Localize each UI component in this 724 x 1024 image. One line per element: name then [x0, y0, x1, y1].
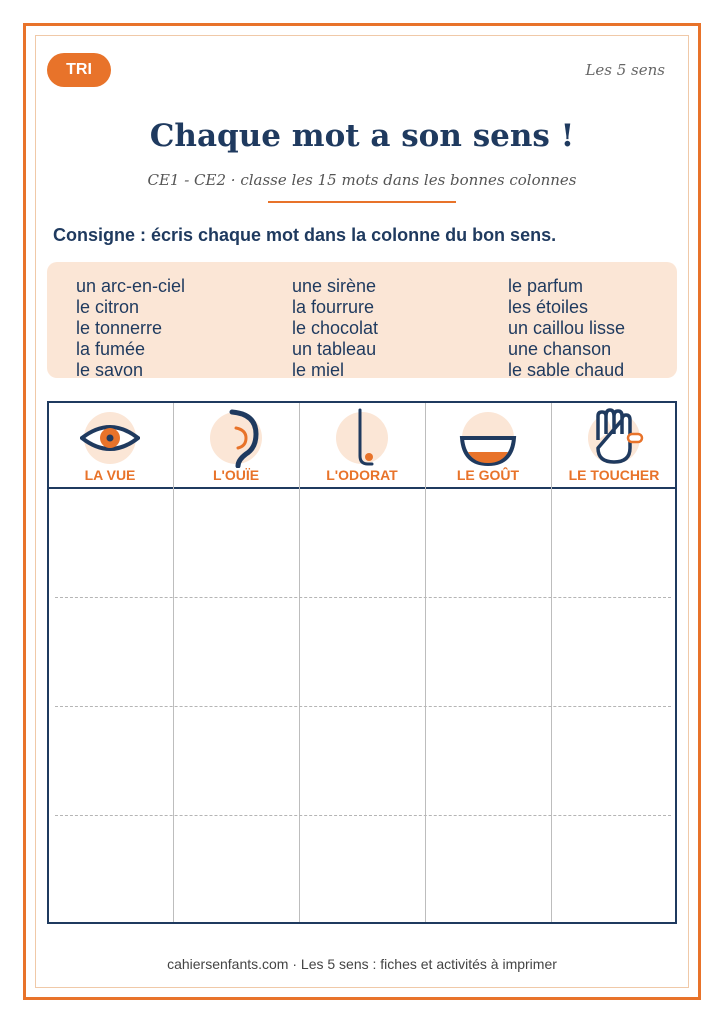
word-item: le savon	[76, 360, 144, 380]
word-item: la fourrure	[292, 297, 375, 317]
hand-icon	[584, 408, 644, 468]
word-column-1	[76, 276, 185, 381]
word-item: un tableau	[292, 339, 377, 359]
ear-icon	[206, 408, 266, 468]
nose-icon	[332, 408, 392, 468]
word-item: le tonnerre	[76, 318, 163, 338]
word-item: un caillou lisse	[508, 318, 626, 338]
word-item: une sirène	[292, 276, 377, 296]
writing-line	[55, 597, 671, 598]
column-header-odorat: L'ODORAT	[326, 467, 398, 483]
word-item: le parfum	[508, 276, 584, 296]
column-header-ouie: L'OUÏE	[212, 467, 260, 483]
writing-line	[55, 706, 671, 707]
column-header-toucher: LE TOUCHER	[568, 467, 660, 483]
word-item: le citron	[76, 297, 140, 317]
page-title: Chaque mot a son sens !	[149, 118, 575, 154]
table-header-divider	[47, 487, 677, 489]
title-divider	[268, 201, 456, 203]
mouth-icon	[458, 408, 518, 468]
column-header-gout: LE GOÛT	[456, 467, 520, 483]
series-label: Les 5 sens	[585, 61, 665, 79]
word-item: une chanson	[508, 339, 612, 359]
word-column-3	[508, 276, 625, 381]
word-item: la fumée	[76, 339, 146, 359]
column-header-vue: LA VUE	[84, 467, 136, 483]
word-item: un arc-en-ciel	[76, 276, 186, 296]
word-item: le sable chaud	[508, 360, 625, 380]
word-column-2	[292, 276, 378, 381]
word-item: le miel	[292, 360, 345, 380]
instruction: Consigne : écris chaque mot dans la colonne du bon sens.	[53, 225, 557, 245]
eye-icon	[80, 408, 140, 468]
page-subtitle: CE1 - CE2 · classe les 15 mots dans les bonnes colonnes	[147, 171, 577, 189]
word-item: les étoiles	[508, 297, 589, 317]
activity-badge: TRI	[47, 53, 111, 87]
writing-line	[55, 815, 671, 816]
page-footer: cahiersenfants.com · Les 5 sens : fiches et activités à imprimer	[167, 956, 557, 972]
word-item: le chocolat	[292, 318, 379, 338]
